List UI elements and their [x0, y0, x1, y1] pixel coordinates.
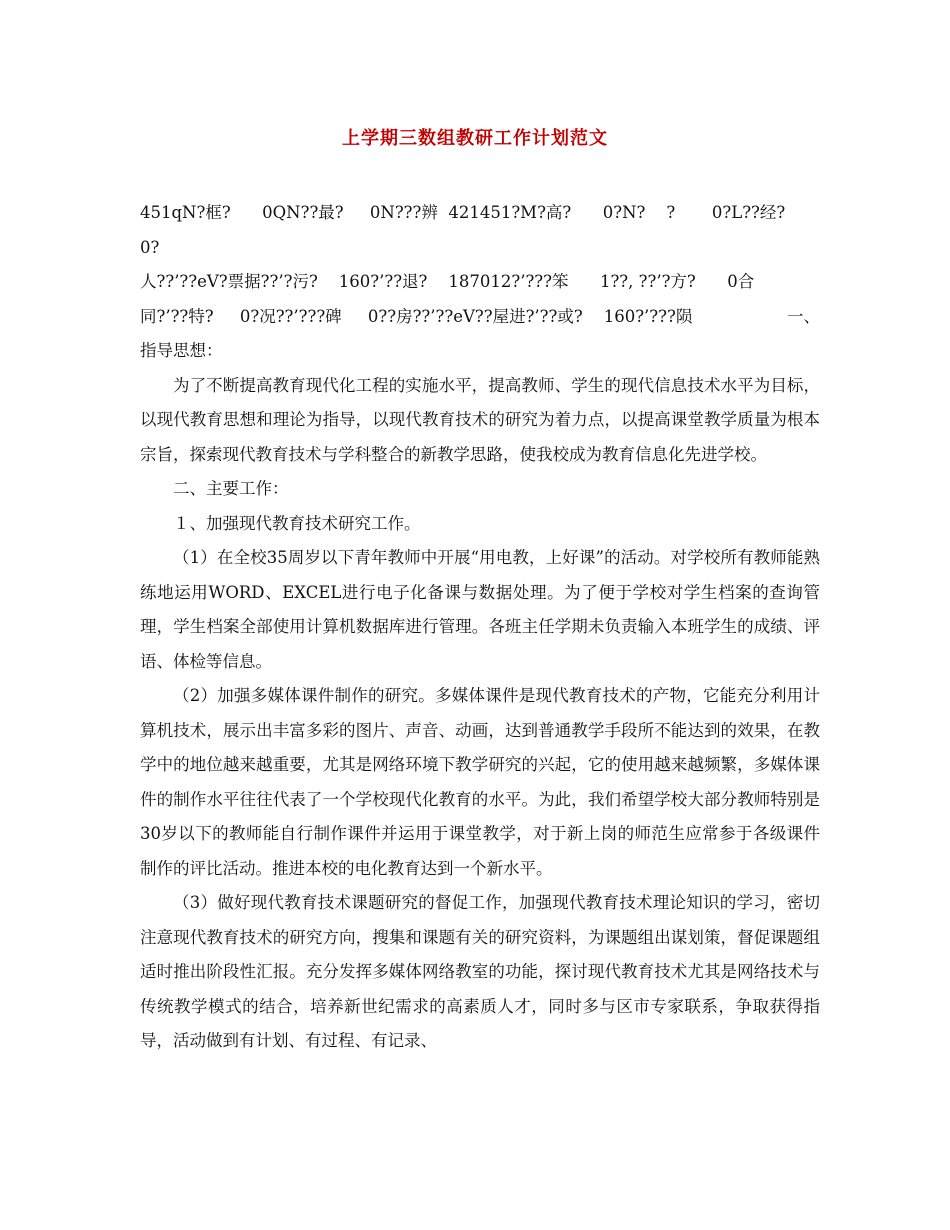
paragraph-item-1-3: （3）做好现代教育技术课题研究的督促工作，加强现代教育技术理论知识的学习，密切注意现代教育技术的研究方向，搜集和课题有关的研究资料，为课题组出谋划策，督促课题组适时推出阶段性汇报。充分发挥多媒体网络教室的功能，探讨现代教育技术尤其是网络技术与传统教学模式的结合，培养新世纪需求的高素质人才，同时多与区市专家联系，争取获得指导，活动做到有计划、有过程、有记录、 [140, 893, 820, 1050]
section-2-heading: 二、主要工作： [173, 479, 289, 498]
item-1-heading: １、加强现代教育技术研究工作。 [173, 513, 421, 533]
paragraph-item-1-1: （1）在全校35周岁以下青年教师中开展“用电教，上好课”的活动。对学校所有教师能熟练地运用WORD、EXCEL进行电子化备课与数据处理。为了便于学校对学生档案的查询管理，学生档案全部使用计算机数据库进行管理。各班主任学期未负责输入本班学生的成绩、评语、体检等信息。 [140, 548, 820, 671]
document-title: 上学期三数组教研工作计划范文 [342, 128, 608, 149]
section-1-heading: 指导思想： [140, 341, 223, 360]
garbled-header-line-3 [140, 300, 820, 335]
garbled-header-line-2: 人??’??eV?票据??’?污? 160?’??退? 187012?’???笨 1??, ??’?方? 0合 [140, 272, 755, 291]
document-body [140, 196, 820, 1059]
section-1-number: 一、 [787, 306, 820, 326]
garbled-header-line-3-text: 同?’??特? 0?况??’???碑 0??房??’??eV??屋进?’??或? 160?’???陨 [140, 306, 693, 326]
garbled-header-line-1: 451qN?框? 0QN??最? 0N???辨 421451?M?高? 0?N? ? 0?L??经? 0? [140, 203, 807, 257]
paragraph-guiding-ideology: 为了不断提高教育现代化工程的实施水平，提高教师、学生的现代信息技术水平为目标，以现代教育思想和理论为指导，以现代教育技术的研究为着力点，以提高课堂教学质量为根本宗旨，探索现代教育技术与学科整合的新教学思路，使我校成为教育信息化先进学校。 [140, 375, 820, 464]
paragraph-item-1-2: （2）加强多媒体课件制作的研究。多媒体课件是现代教育技术的产物，它能充分利用计算机技术，展示出丰富多彩的图片、声音、动画，达到普通教学手段所不能达到的效果，在教学中的地位越来越重要，尤其是网络环境下教学研究的兴起，它的使用越来越频繁，多媒体课件的制作水平往往代表了一个学校现代化教育的水平。为此，我们希望学校大部分教师特别是30岁以下的教师能自行制作课件并运用于课堂教学，对于新上岗的师范生应常参于各级课件制作的评比活动。推进本校的电化教育达到一个新水平。 [140, 686, 820, 878]
